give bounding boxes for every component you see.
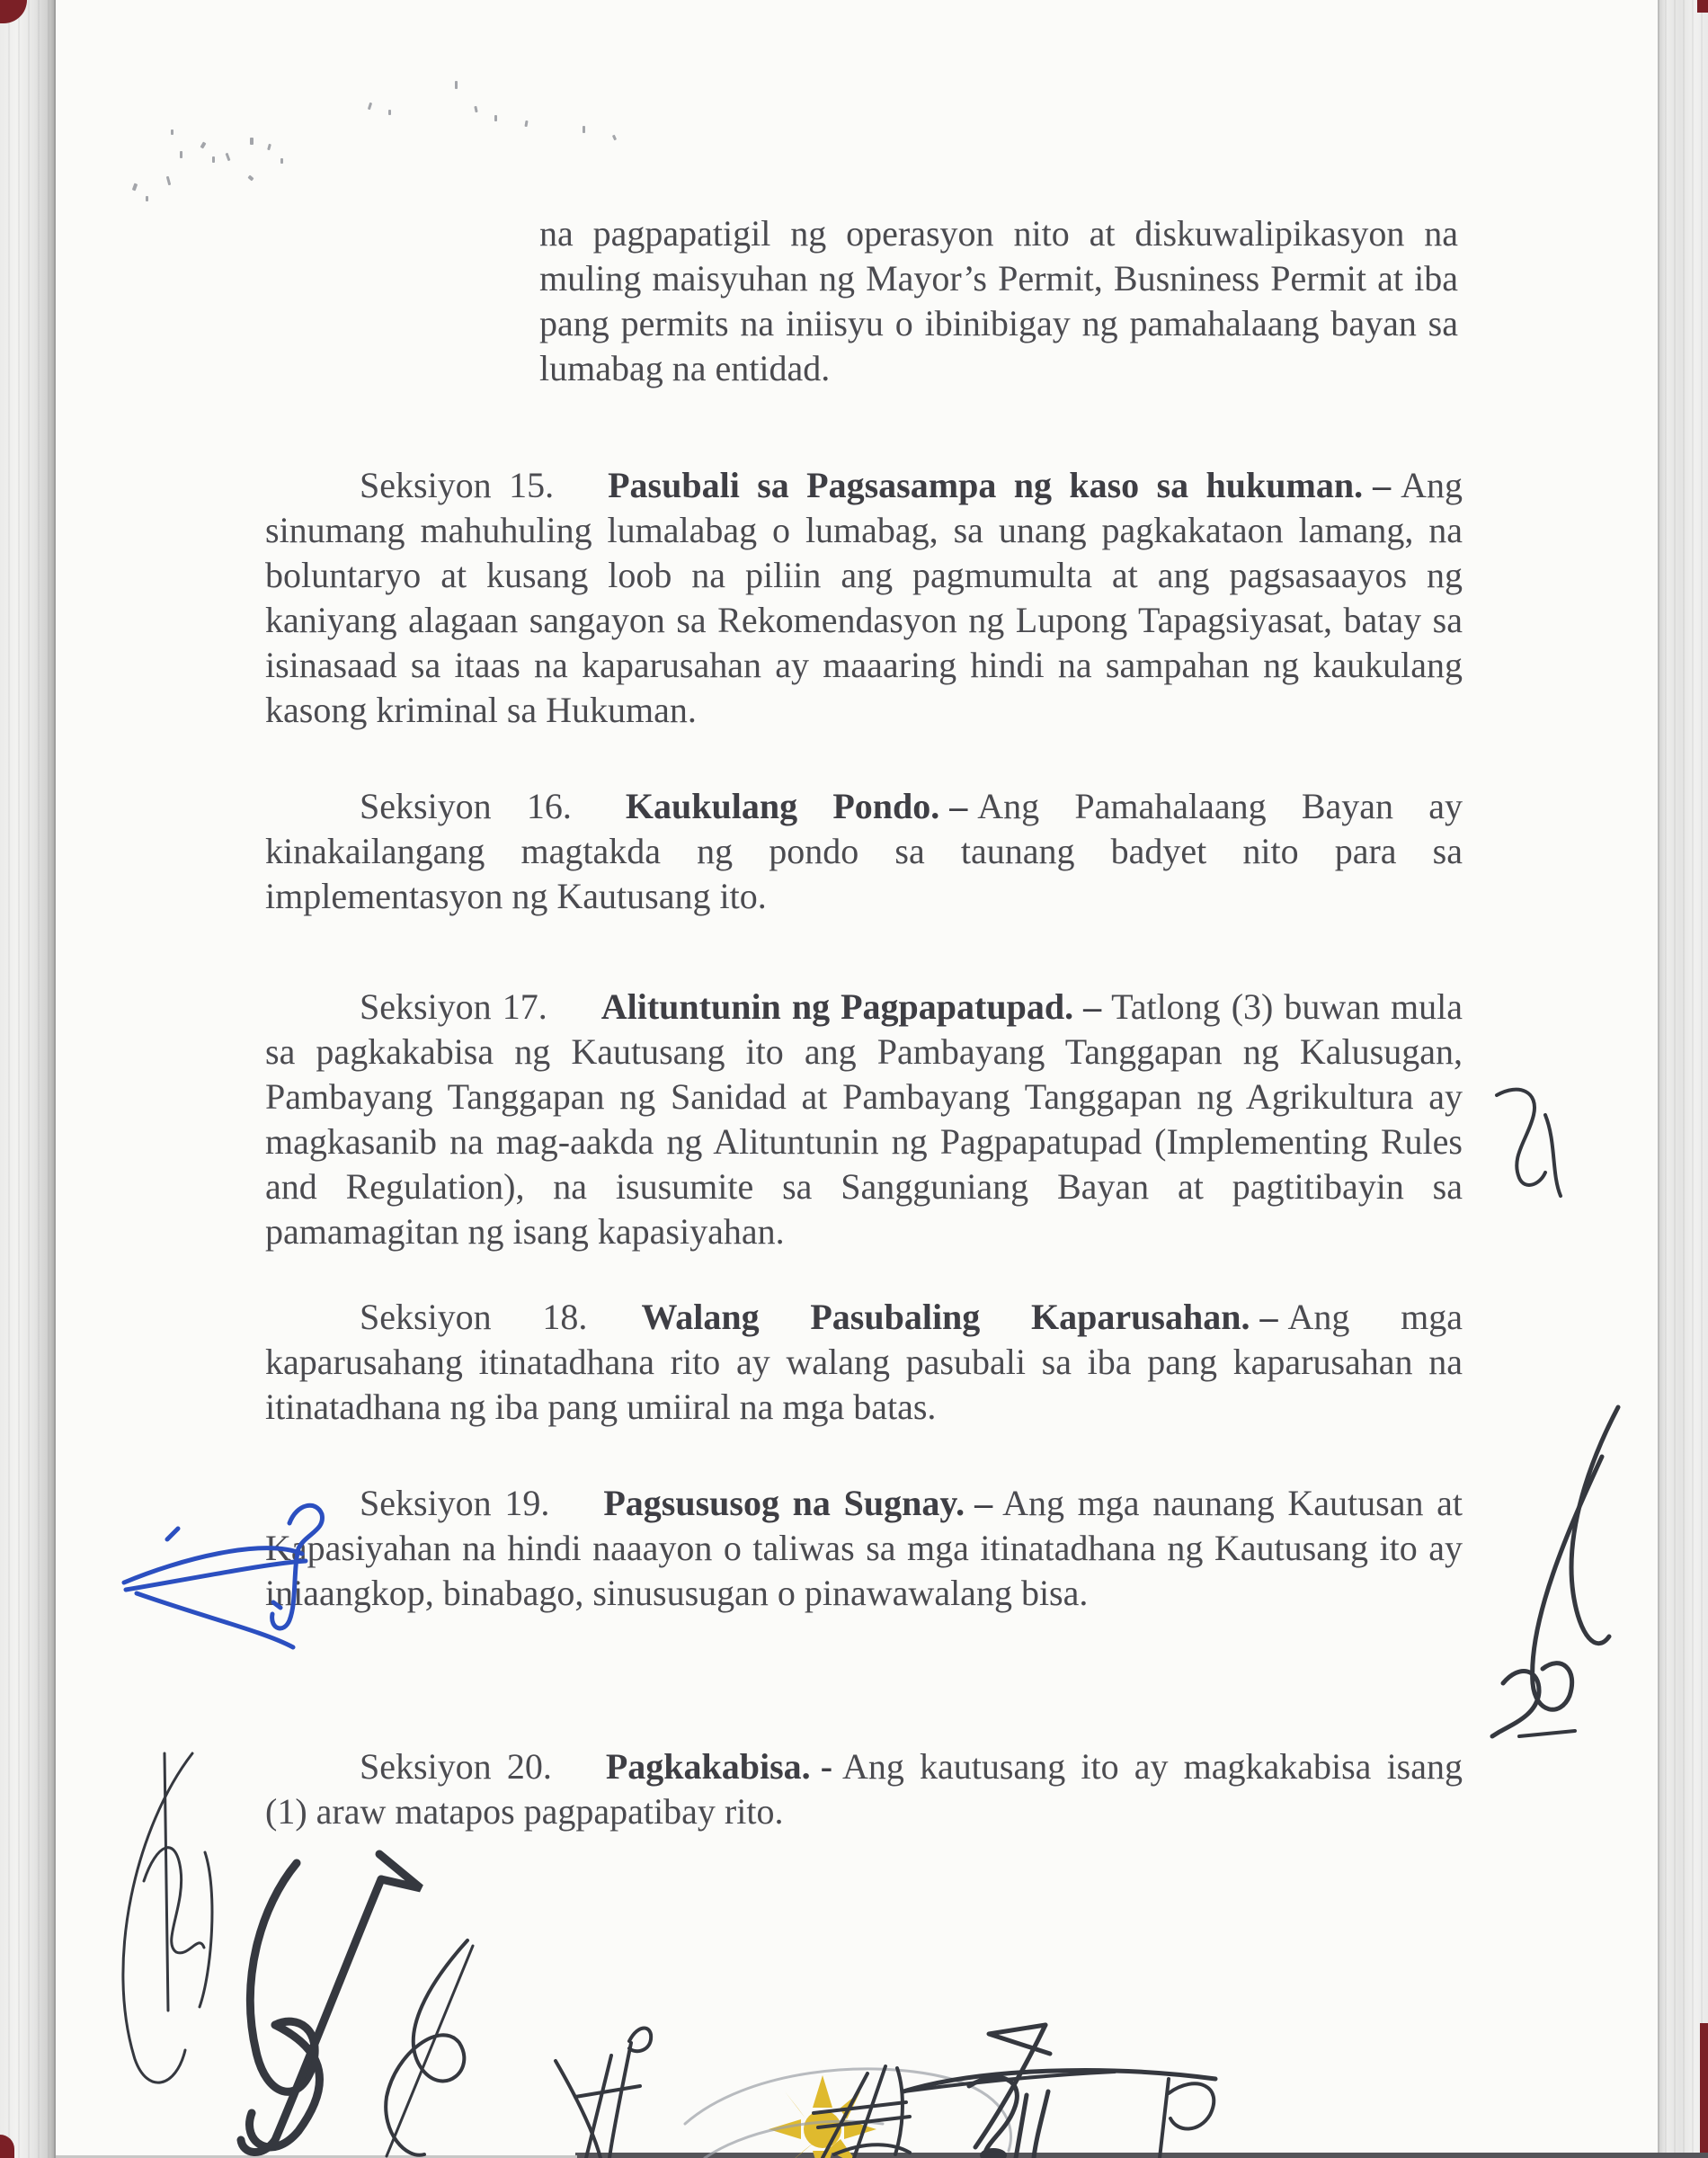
section-label: Seksiyon 17. — [360, 986, 547, 1027]
section-body: Tatlong (3) buwan mula sa pagkakabisa ng Kautusang ito ang Pambayang Tanggapan ng Kalusugan, Pambayang Tanggapan ng Sanidad at Pambayang Tanggapan ng Agrikultura ay magkasanib na mag-aakda ng Alituntunin ng Pagpapatupad (Implementing Rules and Regulation), na isusumite sa Sangguniang Bayan at pagtitibayin sa pamamagitan ng isang kapasiyahan. — [265, 986, 1463, 1252]
p-mark-signature — [1160, 2079, 1214, 2158]
section-16 — [265, 784, 1463, 919]
intro-text: na pagpapatigil ng operasyon nito at diskuwalipikasyon na muling maisyuhan ng Mayor’s Permit, Busniness Permit at iba pang permits na iniisyu o ibinibigay ng pamahalaang bayan sa lumabag na entidad. — [539, 213, 1458, 388]
section-dash: – — [1259, 1297, 1278, 1337]
bold-pen-signature — [241, 1854, 421, 2153]
section-15 — [265, 463, 1463, 733]
philippine-sun-icon — [769, 2075, 876, 2158]
section-body: Ang sinumang mahuhuling lumalabag o lumabag, sa unang pagkakataon lamang, na boluntaryo at kusang loob na piliin ang pagmumulta at ang pagsasaayos ng kaniyang alagaan sangayon sa Rekomendasyon ng Lupong Tapagsiyasat, batay sa isinasaad sa itaas na kaparusahan ay maaaring hindi na sampahan ng kaukulang kasong kriminal sa Hukuman. — [265, 465, 1463, 730]
section-title: Pagsususog na Sugnay. — [603, 1483, 965, 1523]
corner-mark-bottom-right — [1700, 2023, 1708, 2158]
section-label: Seksiyon 19. — [360, 1483, 550, 1523]
section-title: Pagkakabisa. — [605, 1746, 811, 1787]
scan-edge-right — [1658, 0, 1708, 2158]
section-body: Ang mga kaparusahang itinatadhana rito ay walang pasubali sa iba pang kaparusahan na itinatadhana ng iba pang umiiral na mga batas. — [265, 1297, 1463, 1427]
section-label: Seksiyon 16. — [360, 786, 572, 826]
loop-pen-signature — [386, 1940, 473, 2156]
section-body: Ang mga naunang Kautusan at Kapasiyahan na hindi naaayon o taliwas sa mga itinatadhana ng Kautusang ito ay iniaangkop, binabago, sinususugan o pinawawalang bisa. — [265, 1483, 1463, 1613]
section-17 — [265, 985, 1463, 1254]
section-dash: – — [949, 786, 968, 826]
section-body: Ang Pamahalaang Bayan ay kinakailangang magtakda ng pondo sa taunang badyet nito para sa implementasyon ng Kautusang ito. — [265, 786, 1463, 916]
section-20 — [265, 1744, 1463, 1834]
section-title: Kaukulang Pondo. — [625, 786, 940, 826]
slash-strokes-signature — [556, 2029, 651, 2158]
right-margin-signature — [1492, 1090, 1618, 1736]
intro-paragraph — [539, 211, 1458, 391]
thin-pen-signature — [123, 1753, 212, 2082]
section-dash: – — [1373, 465, 1392, 505]
section-dash: - — [820, 1746, 833, 1787]
large-pen-signature — [903, 2025, 1215, 2158]
pencil-oval-marks — [685, 2069, 1010, 2158]
section-body: Ang kautusang ito ay magkakabisa isang (1) araw matapos pagpapatibay rito. — [265, 1746, 1463, 1832]
corner-mark-top-right — [1697, 0, 1708, 13]
section-label: Seksiyon 20. — [360, 1746, 552, 1787]
section-dash: – — [974, 1483, 993, 1523]
section-18 — [265, 1295, 1463, 1430]
section-title: Alituntunin ng Pagpapatupad. — [600, 986, 1074, 1027]
section-title: Pasubali sa Pagsasampa ng kaso sa hukuman. — [608, 465, 1364, 505]
section-19 — [265, 1481, 1463, 1616]
section-label: Seksiyon 18. — [360, 1297, 588, 1337]
scan-edge-left — [0, 0, 56, 2158]
scan-edge-bottom — [575, 2153, 1708, 2158]
section-title: Walang Pasubaling Kaparusahan. — [641, 1297, 1250, 1337]
section-dash: – — [1083, 986, 1102, 1027]
scribble-over-emblem — [814, 2066, 910, 2158]
section-label: Seksiyon 15. — [360, 465, 555, 505]
